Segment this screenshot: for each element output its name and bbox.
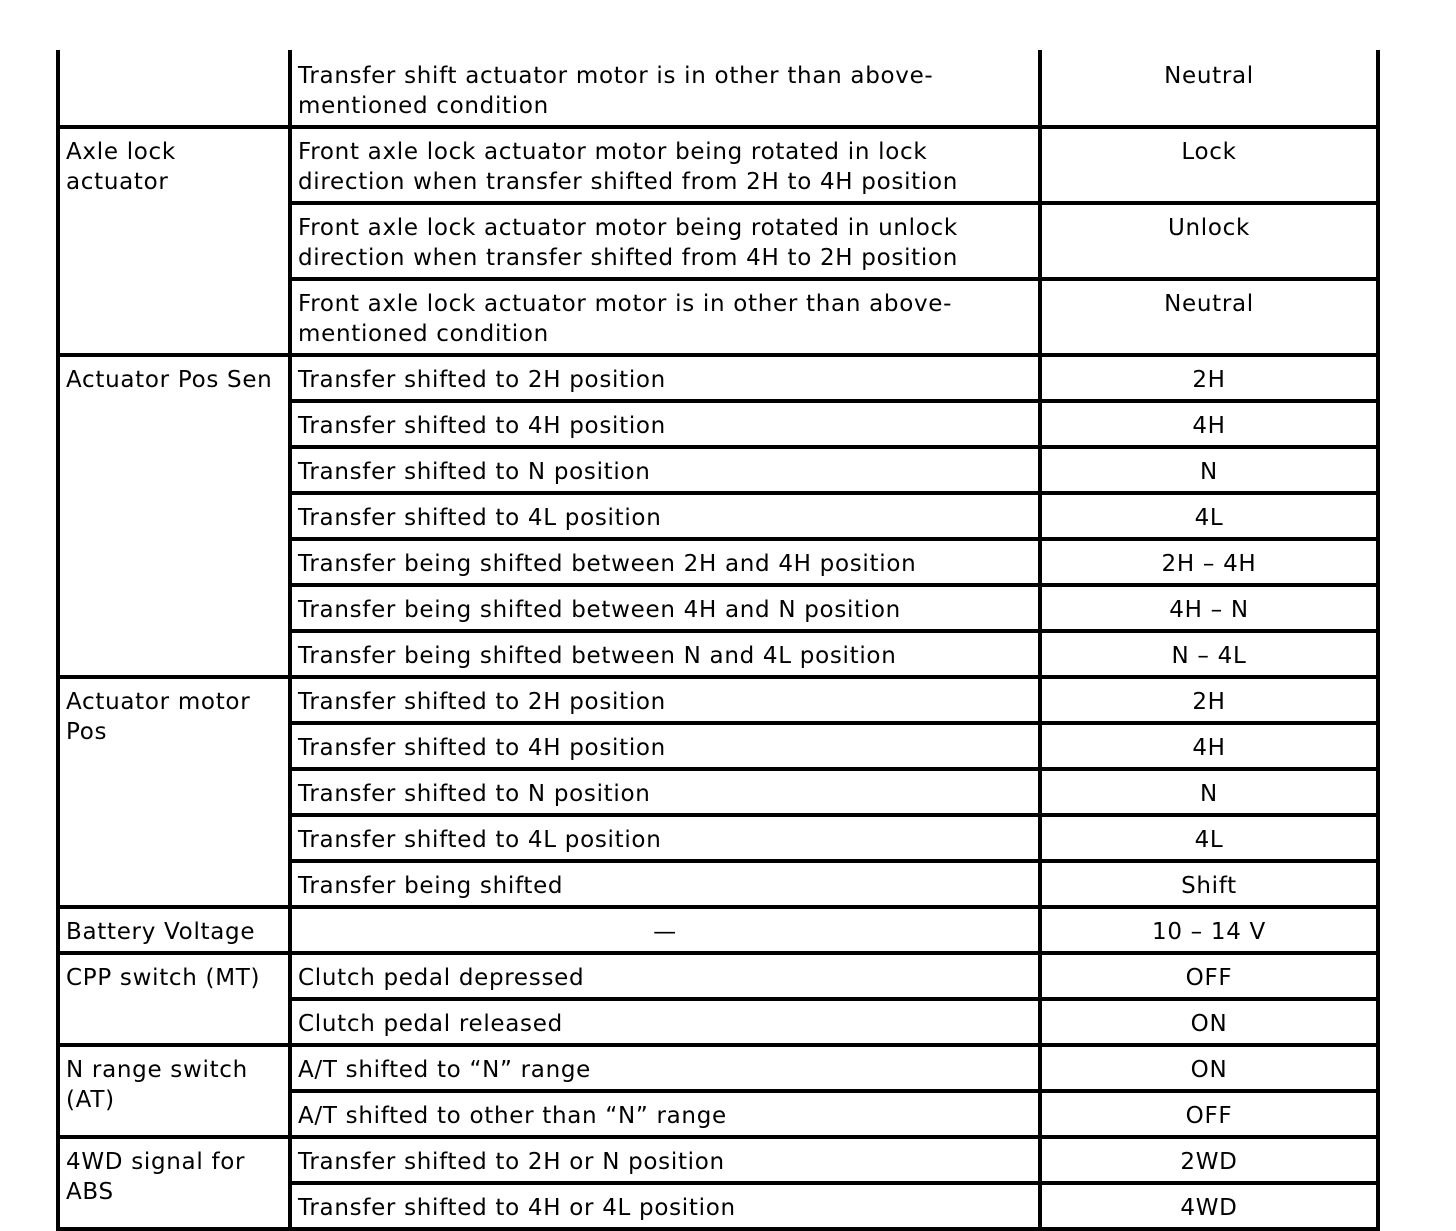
item-cell: N range switch (AT) bbox=[58, 1045, 290, 1137]
item-cell bbox=[58, 50, 290, 127]
condition-cell: — bbox=[290, 907, 1040, 953]
value-cell: OFF bbox=[1040, 953, 1378, 999]
value-cell: 4WD bbox=[1040, 1183, 1378, 1229]
item-cell: Actuator Pos Sen bbox=[58, 355, 290, 677]
value-cell: ON bbox=[1040, 1045, 1378, 1091]
condition-cell: Clutch pedal depressed bbox=[290, 953, 1040, 999]
condition-cell: Clutch pedal released bbox=[290, 999, 1040, 1045]
condition-cell: Transfer shifted to 2H position bbox=[290, 677, 1040, 723]
item-cell: Battery Voltage bbox=[58, 907, 290, 953]
table-row bbox=[58, 1045, 1378, 1091]
spec-table-body bbox=[58, 50, 1378, 1229]
value-cell: Shift bbox=[1040, 861, 1378, 907]
item-cell: Actuator motor Pos bbox=[58, 677, 290, 907]
value-cell: ON bbox=[1040, 999, 1378, 1045]
value-cell: 4L bbox=[1040, 815, 1378, 861]
table-row bbox=[58, 355, 1378, 401]
condition-cell: Front axle lock actuator motor being rotated in lock direction when transfer shifted from 2H to 4H position bbox=[290, 127, 1040, 203]
spec-table bbox=[56, 50, 1380, 1231]
condition-cell: Transfer being shifted between 2H and 4H position bbox=[290, 539, 1040, 585]
value-cell: 2H bbox=[1040, 355, 1378, 401]
value-cell: 2H bbox=[1040, 677, 1378, 723]
condition-cell: Front axle lock actuator motor being rotated in unlock direction when transfer shifted from 4H to 2H position bbox=[290, 203, 1040, 279]
value-cell: Neutral bbox=[1040, 279, 1378, 355]
condition-cell: Transfer shifted to 2H or N position bbox=[290, 1137, 1040, 1183]
condition-cell: Transfer shifted to N position bbox=[290, 769, 1040, 815]
value-cell: N – 4L bbox=[1040, 631, 1378, 677]
item-cell: 4WD signal for ABS bbox=[58, 1137, 290, 1229]
condition-cell: Transfer shifted to 4H position bbox=[290, 401, 1040, 447]
value-cell: 2H – 4H bbox=[1040, 539, 1378, 585]
table-row bbox=[58, 127, 1378, 203]
condition-cell: Transfer shifted to 4L position bbox=[290, 493, 1040, 539]
value-cell: 2WD bbox=[1040, 1137, 1378, 1183]
condition-cell: A/T shifted to “N” range bbox=[290, 1045, 1040, 1091]
value-cell: 10 – 14 V bbox=[1040, 907, 1378, 953]
table-row bbox=[58, 1137, 1378, 1183]
condition-cell: Transfer shifted to 4H or 4L position bbox=[290, 1183, 1040, 1229]
value-cell: N bbox=[1040, 447, 1378, 493]
item-cell: CPP switch (MT) bbox=[58, 953, 290, 1045]
condition-cell: Transfer shifted to 4L position bbox=[290, 815, 1040, 861]
item-cell: Axle lock actuator bbox=[58, 127, 290, 355]
value-cell: Neutral bbox=[1040, 50, 1378, 127]
condition-cell: Transfer shifted to 4H position bbox=[290, 723, 1040, 769]
value-cell: Unlock bbox=[1040, 203, 1378, 279]
value-cell: 4L bbox=[1040, 493, 1378, 539]
condition-cell: Front axle lock actuator motor is in other than above-mentioned condition bbox=[290, 279, 1040, 355]
condition-cell: Transfer being shifted bbox=[290, 861, 1040, 907]
condition-cell: Transfer being shifted between N and 4L position bbox=[290, 631, 1040, 677]
value-cell: N bbox=[1040, 769, 1378, 815]
table-row bbox=[58, 50, 1378, 127]
condition-cell: A/T shifted to other than “N” range bbox=[290, 1091, 1040, 1137]
value-cell: 4H – N bbox=[1040, 585, 1378, 631]
condition-cell: Transfer shifted to N position bbox=[290, 447, 1040, 493]
value-cell: Lock bbox=[1040, 127, 1378, 203]
condition-cell: Transfer being shifted between 4H and N position bbox=[290, 585, 1040, 631]
condition-cell: Transfer shift actuator motor is in other than above-mentioned condition bbox=[290, 50, 1040, 127]
value-cell: OFF bbox=[1040, 1091, 1378, 1137]
value-cell: 4H bbox=[1040, 723, 1378, 769]
table-row bbox=[58, 677, 1378, 723]
condition-cell: Transfer shifted to 2H position bbox=[290, 355, 1040, 401]
value-cell: 4H bbox=[1040, 401, 1378, 447]
table-row bbox=[58, 953, 1378, 999]
table-row bbox=[58, 907, 1378, 953]
